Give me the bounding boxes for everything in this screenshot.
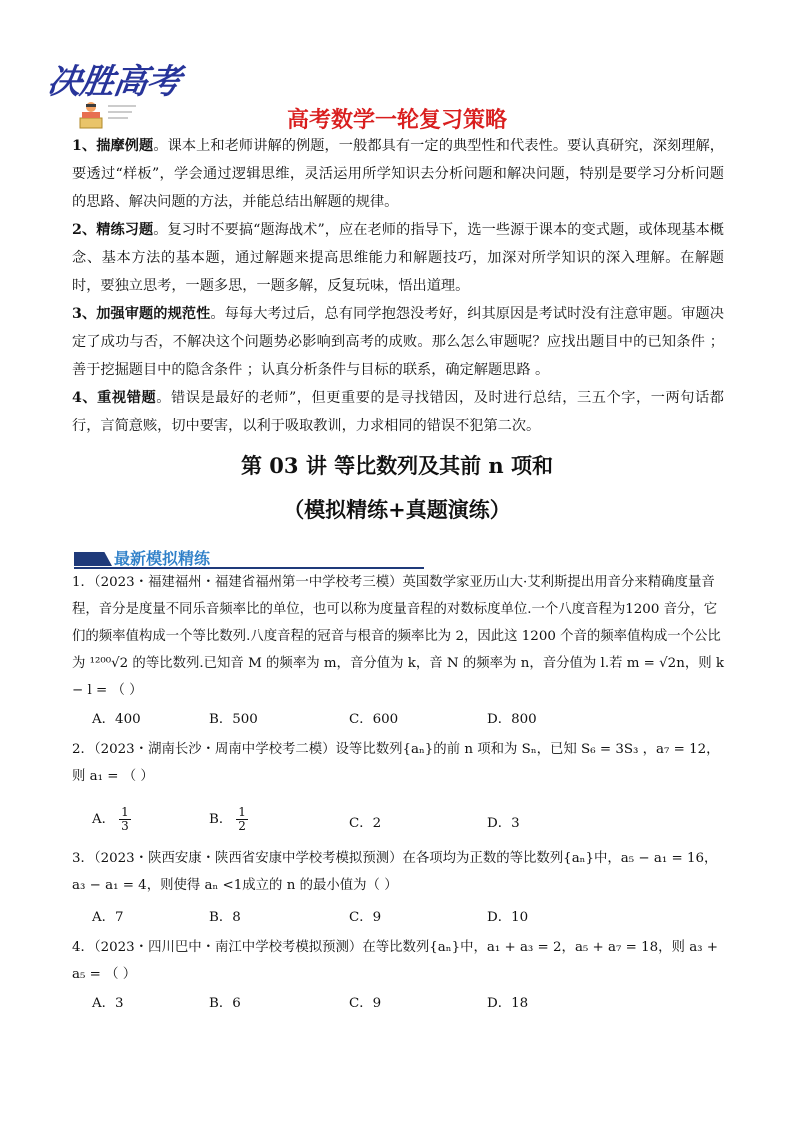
question-2-option-c[interactable]: C．2 — [349, 816, 382, 831]
tip-4-heading: 4、重视错题 — [72, 390, 157, 406]
question-2-option-a[interactable]: A． $\frac{1}{3}$ — [92, 805, 129, 833]
question-4-option-d[interactable]: D．18 — [487, 996, 529, 1011]
question-2-options — [92, 806, 652, 836]
document-title: 高考数学一轮复习策略 — [286, 108, 507, 133]
question-2-option-d[interactable]: D．3 — [487, 816, 520, 831]
question-3-options — [92, 906, 652, 930]
question-4: 4．（2023・四川巴中・南江中学校考模拟预测）在等比数列{aₙ}中，a₁ + a₃ = 2，a₅ + a₇ = 18，则 a₃ + a₅ = （ ） — [72, 940, 719, 982]
tip-4 — [72, 384, 724, 440]
question-4-option-b[interactable]: B．6 — [209, 996, 241, 1011]
question-1-option-b[interactable]: B．500 — [209, 712, 258, 727]
question-1-options — [92, 708, 652, 732]
section-marker-icon — [74, 552, 112, 566]
tip-3-heading: 3、加强审题的规范性 — [72, 306, 211, 322]
logo-text: 决胜高考 — [44, 62, 183, 102]
tip-1-heading: 1、揣摩例题 — [72, 138, 154, 154]
question-4-options — [92, 992, 652, 1016]
section-header — [74, 548, 424, 570]
tip-2 — [72, 216, 724, 300]
question-3: 3．（2023・陕西安康・陕西省安康中学校考模拟预测）在各项均为正数的等比数列{aₙ}中，a₅ − a₁ = 16，a₃ − a₁ = 4，则使得 aₙ <1成立的 n 的最小值为（ ） — [72, 851, 718, 893]
question-4-option-a[interactable]: A．3 — [92, 996, 124, 1011]
tip-1-body: 。课本上和老师讲解的例题，一般都具有一定的典型性和代表性。要认真研究，深刻理解，要透过“样板”，学会通过逻辑思维，灵活运用所学知识去分析问题和解决问题，特别是要学习分析问题的思路、解决问题的方法，并能总结出解题的规律。 — [72, 138, 724, 210]
tip-4-body: 。错误是最好的老师”，但更重要的是寻找错因，及时进行总结，三五个字，一两句话都行，言简意赅，切中要害，以利于吸取教训，力求相同的错误不犯第二次。 — [72, 390, 724, 434]
lesson-title: 第 03 讲 等比数列及其前 n 项和 — [240, 453, 554, 478]
question-2-option-b[interactable]: B． $\frac{1}{2}$ — [209, 805, 246, 833]
question-1-option-c[interactable]: C．600 — [349, 712, 399, 727]
question-1-option-d[interactable]: D．800 — [487, 712, 537, 727]
tip-3 — [72, 300, 724, 384]
tip-2-body: 。复习时不要搞“题海战术”，应在老师的指导下，选一些源于课本的变式题，或体现基本概念、基本方法的基本题，通过解题来提高思维能力和解题技巧，加深对所学知识的深入理解。在解题时，要独立思考，一题多思，一题多解，反复玩味，悟出道理。 — [72, 222, 724, 294]
section-label: 最新模拟精练 — [114, 549, 211, 568]
question-1-option-a[interactable]: A．400 — [92, 712, 141, 727]
question-3-option-a[interactable]: A．7 — [92, 910, 124, 925]
question-1: 1．（2023・福建福州・福建省福州第一中学校考三模）英国数学家亚历山大·艾利斯提出用音分来精确度量音程，音分是度量不同乐音频率比的单位，也可以称为度量音程的对数标度单位.一个八度音程为1200 音分，它们的频率值构成一个等比数列.八度音程的冠音与根音的频率比为 2，因此这 1200 个音的频率值构成一个公比为 ¹²⁰⁰√2 的等比数列.已知音 M 的频率为 m，音分值为 k，音 N 的频率为 n，音分值为 l.若 m = √2n，则 k − l = （ ） — [72, 575, 724, 698]
tip-2-heading: 2、精练习题 — [72, 222, 154, 238]
lesson-subtitle: （模拟精练+真题演练） — [283, 497, 511, 522]
tip-1 — [72, 132, 724, 216]
question-3-option-c[interactable]: C．9 — [349, 910, 382, 925]
question-3-option-b[interactable]: B．8 — [209, 910, 241, 925]
fraction: $\frac{1}{2}$ — [238, 805, 246, 833]
question-4-option-c[interactable]: C．9 — [349, 996, 382, 1011]
question-3-option-d[interactable]: D．10 — [487, 910, 529, 925]
question-2: 2．（2023・湖南长沙・周南中学校考二模）设等比数列{aₙ}的前 n 项和为 Sₙ，已知 S₆ = 3S₃ ，a₇ = 12，则 a₁ = （ ） — [72, 742, 720, 784]
fraction: $\frac{1}{3}$ — [121, 805, 129, 833]
tip-3-body: 。每每大考过后，总有同学抱怨没考好，纠其原因是考试时没有注意审题。审题决定了成功与否，不解决这个问题势必影响到高考的成败。那么怎么审题呢？应找出题目中的已知条件 ；善于挖掘题目中的隐含条件 ；认真分析条件与目标的联系，确定解题思路 。 — [72, 306, 724, 378]
